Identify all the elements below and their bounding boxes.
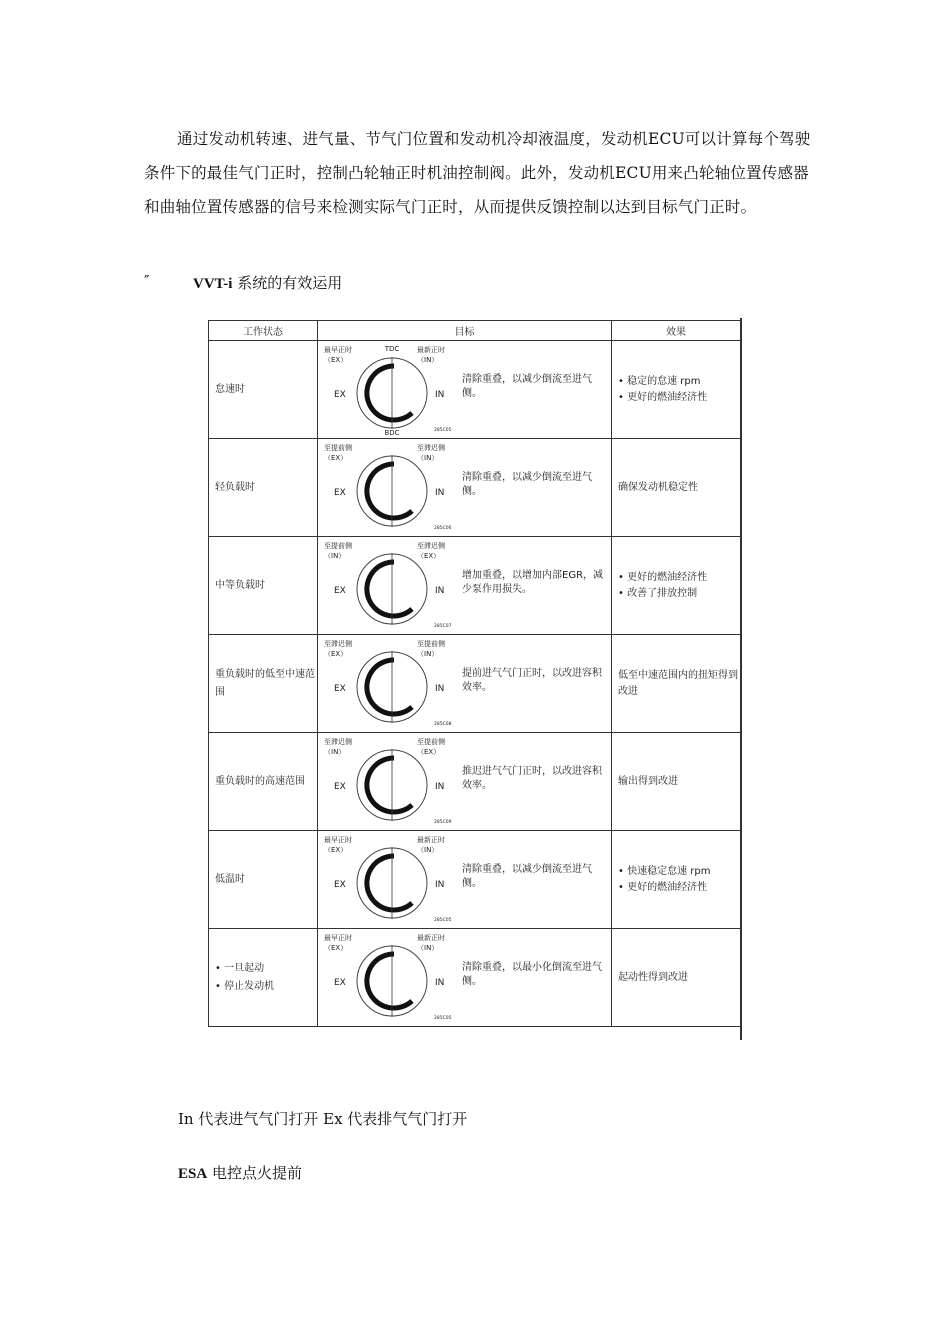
target-description: 清除重叠，以最小化倒流至进气侧。 [462,962,602,987]
valve-timing-diagram [322,443,462,533]
cell-state: • 一旦起动 • 停止发动机 [209,929,318,1027]
valve-timing-diagram [322,737,462,827]
label-top-left: （EX） [324,650,348,658]
table-row [209,635,741,733]
note-esa-text: 电控点火提前 [207,1164,302,1182]
section-title [193,272,342,293]
label-in: IN [435,684,445,694]
target-description: 推迟进气气门正时，以改进容积效率。 [462,766,602,791]
section-title-bold: VVT-i [193,276,233,292]
label-top-left: （EX） [324,944,348,952]
label-top-left: 至提前侧 [324,444,352,452]
label-tdc: TDC [384,345,400,353]
label-top-right: （EX） [417,748,441,756]
valve-timing-diagram [322,639,462,729]
valve-timing-diagram [322,933,462,1023]
exhaust-arc [367,660,412,714]
table-row [209,733,741,831]
label-top-left: 至提前侧 [324,542,352,550]
effect-item: • 更好的燃油经济性 [618,391,708,403]
label-figure-code: 285C06 [434,526,452,531]
label-in: IN [435,978,445,988]
label-ex: EX [334,390,346,400]
label-top-left: （EX） [324,846,348,854]
label-top-right: 最新正时 [417,934,445,942]
effect-item: • 稳定的怠速 rpm [618,375,701,387]
target-description: 清除重叠，以减少倒流至进气侧。 [462,374,592,399]
effect-item: 确保发动机稳定性 [618,481,698,493]
label-in: IN [435,782,445,792]
cell-effect [612,733,741,831]
label-top-right: （IN） [417,944,439,952]
label-ex: EX [334,586,346,596]
label-top-right: 最新正时 [417,346,445,354]
cell-state: 怠速时 [209,341,318,439]
exhaust-arc [367,366,412,420]
label-ex: EX [334,978,346,988]
label-top-right: （IN） [417,454,439,462]
label-ex: EX [334,782,346,792]
label-in: IN [435,488,445,498]
label-top-left: 至滞迟侧 [324,738,352,746]
cell-target [318,635,612,733]
label-top-left: （EX） [324,454,348,462]
note-in-ex: In 代表进气气门打开 Ex 代表排气气门打开 [178,1110,468,1128]
label-ex: EX [334,488,346,498]
valve-timing-diagram [322,541,462,631]
cell-target [318,537,612,635]
label-top-left: 最早正时 [324,346,352,354]
note-esa [178,1162,302,1183]
cell-state: 重负载时的低至中速范围 [209,635,318,733]
label-top-left: 最早正时 [324,836,352,844]
target-description: 增加重叠，以增加内部EGR，减少泵作用损失。 [462,570,604,595]
label-top-right: （IN） [417,846,439,854]
effect-item: • 快速稳定怠速 rpm [618,865,711,877]
label-top-right: （IN） [417,650,439,658]
label-ex: EX [334,684,346,694]
label-in: IN [435,390,445,400]
label-top-left: 最早正时 [324,934,352,942]
table-row [209,439,741,537]
table-right-border [740,318,742,1040]
label-top-right: 最新正时 [417,836,445,844]
vvt-operation-table [208,320,741,1027]
exhaust-arc [367,758,412,812]
header-target: 目标 [318,321,612,341]
cell-effect [612,341,741,439]
exhaust-arc [367,464,412,518]
valve-timing-diagram [322,345,462,435]
header-effect: 效果 [612,321,741,341]
cell-state: 轻负载时 [209,439,318,537]
cell-target [318,831,612,929]
effect-item: 输出得到改进 [618,775,678,787]
cell-state: 低温时 [209,831,318,929]
label-top-right: （IN） [417,356,439,364]
label-figure-code: 285C05 [434,1016,452,1021]
table-row [209,341,741,439]
cell-effect [612,831,741,929]
cell-effect [612,635,741,733]
note-esa-bold: ESA [178,1166,208,1182]
label-figure-code: 285C09 [434,820,452,825]
label-top-right: 至提前侧 [417,640,445,648]
header-state: 工作状态 [209,321,318,341]
label-top-right: 至滞迟侧 [417,542,445,550]
section-title-rest: 系统的有效运用 [232,274,343,292]
exhaust-arc [367,562,412,616]
label-top-left: 至滞迟侧 [324,640,352,648]
intro-paragraph: 通过发动机转速、进气量、节气门位置和发动机冷却液温度，发动机ECU可以计算每个驾驶条件下的最佳气门正时，控制凸轮轴正时机油控制阀。此外，发动机ECU用来凸轮轴位置传感器和曲轴位置传感器的信号来检测实际气门正时，从而提供反馈控制以达到目标气门正时。 [144,130,811,216]
cell-state: 中等负载时 [209,537,318,635]
cell-state: 重负载时的高速范围 [209,733,318,831]
exhaust-arc [367,954,412,1008]
effect-item: 起动性得到改进 [618,971,688,983]
cell-effect [612,439,741,537]
target-description: 清除重叠，以减少倒流至进气侧。 [462,472,592,497]
label-top-right: 至提前侧 [417,738,445,746]
label-figure-code: 285C07 [434,624,452,629]
cell-target [318,439,612,537]
target-description: 提前进气气门正时，以改进容积效率。 [462,668,602,693]
cell-effect [612,929,741,1027]
table-header-row [209,321,741,341]
label-top-left: （IN） [324,748,346,756]
effect-item: • 更好的燃油经济性 [618,571,708,583]
label-top-right: 至滞迟侧 [417,444,445,452]
label-bdc: BDC [384,429,400,435]
cell-effect [612,537,741,635]
label-in: IN [435,586,445,596]
effect-item: • 改善了排放控制 [618,587,698,599]
label-top-right: （EX） [417,552,441,560]
section-bullet: ″ [144,272,150,290]
target-description: 清除重叠，以减少倒流至进气侧。 [462,864,592,889]
cell-target [318,929,612,1027]
table-row [209,831,741,929]
label-ex: EX [334,880,346,890]
cell-target [318,341,612,439]
effect-item: • 更好的燃油经济性 [618,881,708,893]
valve-timing-diagram [322,835,462,925]
label-in: IN [435,880,445,890]
label-top-left: （IN） [324,552,346,560]
label-top-left: （EX） [324,356,348,364]
effect-item: 低至中速范围内的扭矩得到改进 [618,669,738,697]
cell-target [318,733,612,831]
label-figure-code: 285C05 [434,428,452,433]
label-figure-code: 285C08 [434,722,452,727]
exhaust-arc [367,856,412,910]
label-figure-code: 285C05 [434,918,452,923]
table-row [209,537,741,635]
table-row [209,929,741,1027]
